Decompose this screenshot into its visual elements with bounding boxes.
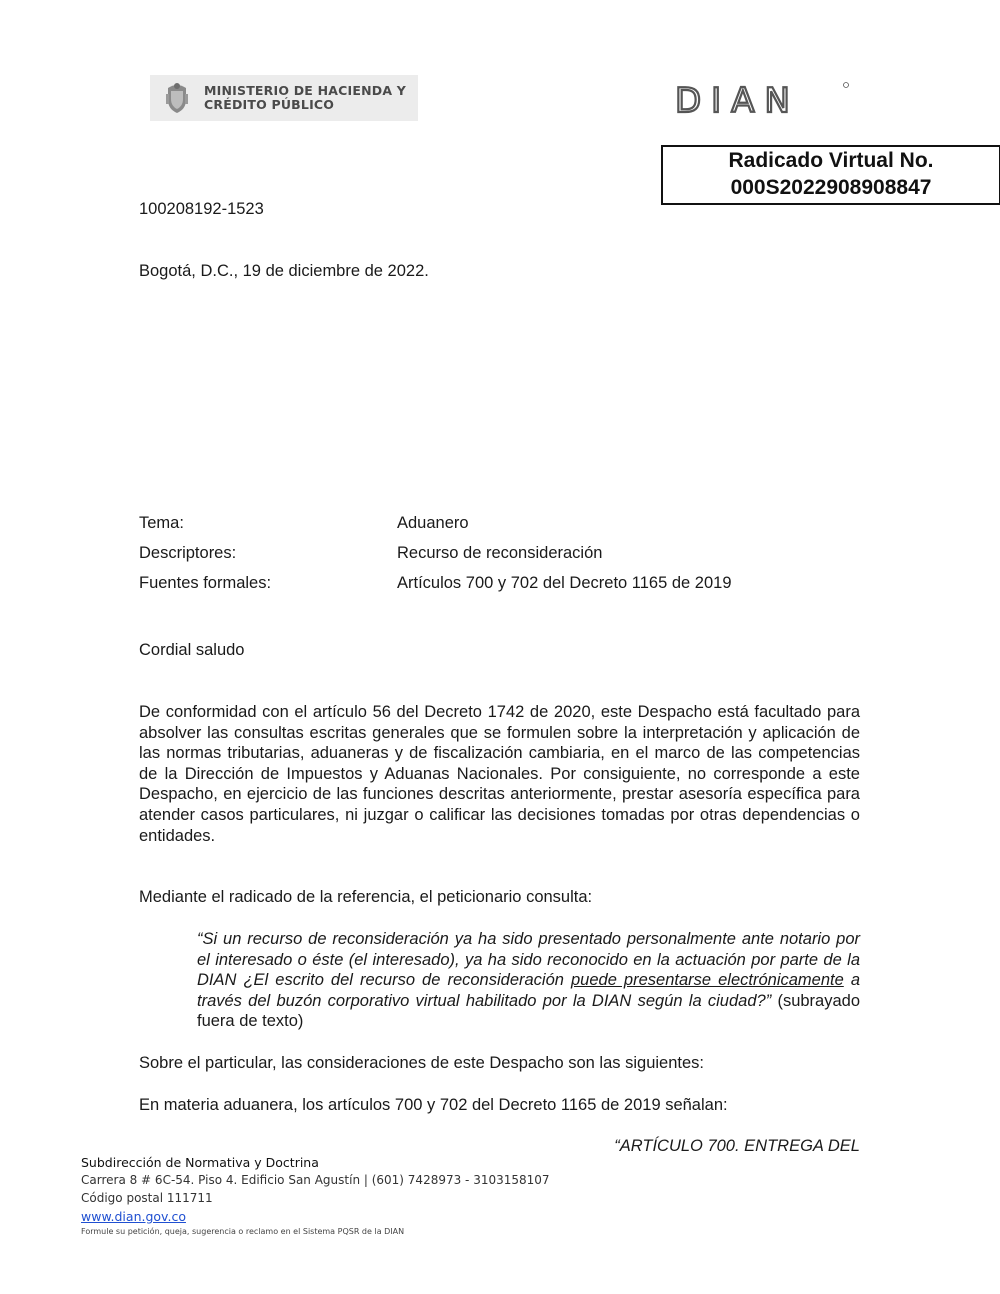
radicado-label: Radicado Virtual No. [728, 149, 934, 172]
paragraph-competence: De conformidad con el artículo 56 del Decreto 1742 de 2020, este Despacho está facultado para absolver las consultas escritas generales que se formulen sobre la interpretación y aplicación de las normas tributarias, aduaneras y de fiscalización cambiaria, en el marco de las competencias de la Dirección de Impuestos y Aduanas Nacionales. Por consiguiente, no corresponde a este Despacho, en ejercicio de las funciones descritas anteriormente, prestar asesoría específica para atender casos particulares, ni juzgar o calificar las decisiones tomadas por otras dependencias o entidades. [139, 703, 860, 845]
reference-number: 100208192-1523 [139, 200, 264, 218]
radicado-box [661, 145, 1000, 205]
dian-logo [675, 82, 850, 116]
quote-text-part1: “Si un recurso de reconsideración ya ha sido presentado personalmente ante notario por el interesado o éste (el interesado), ya ha sido reconocido en la actuación por parte de la DIAN ¿El escrito del recurso de reconsideración [197, 930, 860, 990]
dian-logo-text: DIAN [675, 82, 800, 116]
meta-label-descriptores: Descriptores: [139, 544, 237, 562]
coat-of-arms-icon [164, 82, 190, 114]
ministry-name [204, 84, 406, 112]
footer-website-link[interactable]: www.dian.gov.co [81, 1209, 186, 1224]
meta-value-descriptores: Recurso de reconsideración [397, 544, 603, 562]
meta-value-fuentes: Artículos 700 y 702 del Decreto 1165 de 2019 [397, 574, 732, 592]
quoted-question [197, 929, 860, 1032]
quote-text-part2: a través del buzón corporativo virtual habilitado por la DIAN según la ciudad?” [197, 971, 861, 1010]
quote-note: (subrayado fuera de texto) [197, 991, 861, 1031]
meta-label-fuentes: Fuentes formales: [139, 574, 272, 592]
article-heading: “ARTÍCULO 700. ENTREGA DEL [614, 1137, 860, 1155]
paragraph-articles: En materia aduanera, los artículos 700 y 702 del Decreto 1165 de 2019 señalan: [139, 1096, 728, 1114]
footer-office: Subdirección de Normativa y Doctrina [81, 1155, 319, 1170]
footer-address: Carrera 8 # 6C-54. Piso 4. Edificio San Agustín | (601) 7428973 - 3103158107 [81, 1173, 550, 1187]
paragraph-considerations: Sobre el particular, las consideraciones de este Despacho son las siguientes: [139, 1054, 704, 1072]
ministry-logo [150, 75, 418, 121]
letter-date: Bogotá, D.C., 19 de diciembre de 2022. [139, 262, 429, 280]
radicado-number: 000S2022908908847 [730, 176, 932, 199]
meta-value-tema: Aduanero [397, 514, 469, 532]
greeting: Cordial saludo [139, 641, 245, 659]
quote-underlined: puede presentarse electrónicamente [571, 971, 844, 990]
footer-pqsr-note: Formule su petición, queja, sugerencia o reclamo en el Sistema PQSR de la DIAN [81, 1227, 405, 1236]
ministry-name-line1: MINISTERIO DE HACIENDA Y [204, 83, 407, 98]
meta-label-tema: Tema: [139, 514, 184, 532]
paragraph-consultation: Mediante el radicado de la referencia, el peticionario consulta: [139, 888, 593, 906]
ministry-name-line2: CRÉDITO PÚBLICO [204, 97, 335, 112]
footer-postal: Código postal 111711 [81, 1191, 213, 1205]
